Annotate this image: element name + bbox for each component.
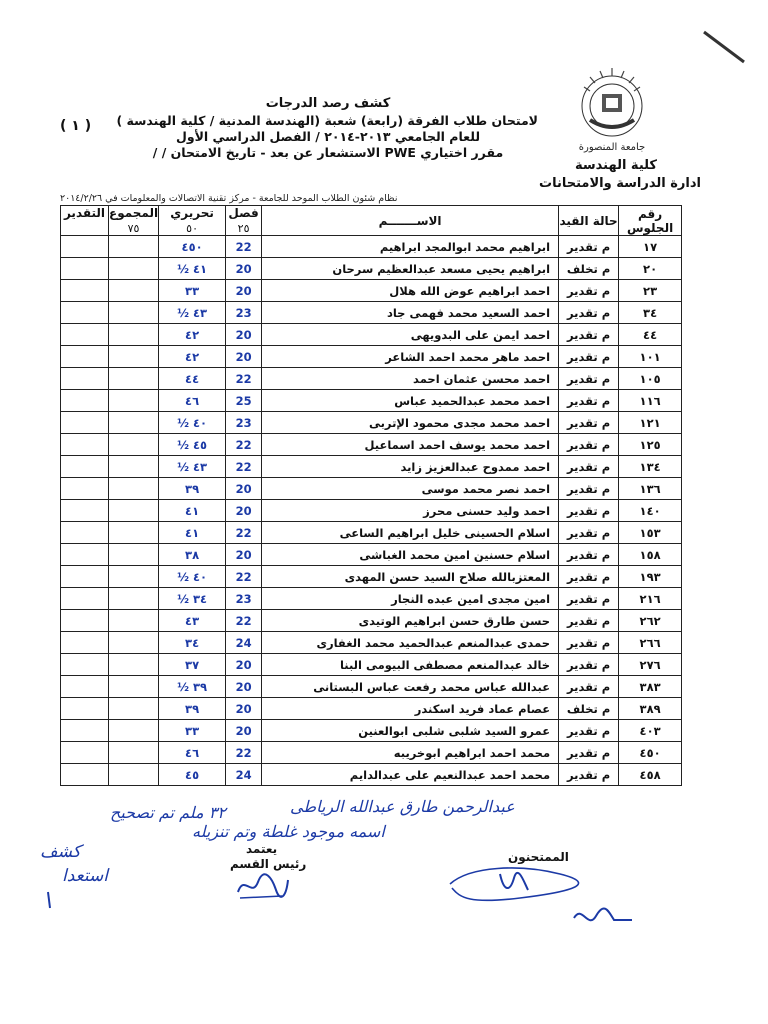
grade-cell [61,544,109,566]
seat-cell: ١٠٥ [619,368,682,390]
written-cell: ٤١ [159,522,226,544]
name-cell: ابراهيم محمد ابوالمجد ابراهيم [262,236,559,258]
class-work-cell: 20 [226,544,262,566]
status-cell: م تقدير [559,236,619,258]
class-work-cell: 23 [226,302,262,324]
seat-cell: ٣٨٣ [619,676,682,698]
document-title: كشف رصد الدرجات [265,96,391,111]
name-cell: احمد محمد مجدى محمود الإتربى [262,412,559,434]
col-name-header: الاســـــــم [262,206,559,236]
name-cell: حسن طارق حسن ابراهيم الوتيدى [262,610,559,632]
seat-cell: ١٥٣ [619,522,682,544]
seat-cell: ١٢٥ [619,434,682,456]
table-header-row [61,206,682,236]
name-cell: عصام عماد فريد اسكندر [262,698,559,720]
handwritten-note-name: عبدالرحمن طارق عبدالله الرياطى [290,797,515,816]
margin-mark [40,888,60,912]
class-work-cell: 20 [226,280,262,302]
total-cell [109,456,159,478]
name-cell: احمد محمد يوسف احمد اسماعيل [262,434,559,456]
grade-cell [61,654,109,676]
class-work-cell: 22 [226,742,262,764]
name-cell: اسلام الحسينى خليل ابراهيم الساعى [262,522,559,544]
handwritten-note-correction: ٣٢ ملم تم تصحيح [110,803,226,822]
examiners-label: الممتحنون [508,850,569,864]
name-cell: احمد وليد حسنى محرز [262,500,559,522]
table-row [61,236,682,258]
grade-cell [61,764,109,786]
written-cell: ٤٢ [159,346,226,368]
table-row [61,588,682,610]
grade-cell [61,478,109,500]
name-cell: خالد عبدالمنعم مصطفى البيومى البنا [262,654,559,676]
class-work-cell: 22 [226,368,262,390]
col-written-max: ٥٠ [186,222,198,235]
total-cell [109,522,159,544]
total-cell [109,720,159,742]
grade-cell [61,698,109,720]
approved-label: يعتمد [246,842,278,856]
written-cell: ٤١ [159,500,226,522]
class-work-cell: 20 [226,478,262,500]
class-work-cell: 20 [226,676,262,698]
status-cell: م تقدير [559,720,619,742]
total-cell [109,588,159,610]
total-cell [109,478,159,500]
table-row [61,346,682,368]
grade-cell [61,456,109,478]
written-cell: ٣٩ [159,698,226,720]
written-cell: ٤٦ [159,742,226,764]
name-cell: محمد احمد ابراهيم ابوخريبه [262,742,559,764]
total-cell [109,368,159,390]
table-row [61,610,682,632]
grade-cell [61,302,109,324]
class-work-cell: 22 [226,236,262,258]
status-cell: م تقدير [559,676,619,698]
page-number: ( ١ ) [60,118,92,134]
written-cell: ٤٠ ½ [159,412,226,434]
department-name: ادارة الدراسة والامتحانات [539,176,701,191]
seat-cell: ١٩٣ [619,566,682,588]
total-cell [109,654,159,676]
status-cell: م تقدير [559,632,619,654]
table-row [61,698,682,720]
total-cell [109,500,159,522]
table-row [61,544,682,566]
status-cell: م تقدير [559,434,619,456]
course-line: مقرر اختياري PWE الاستشعار عن بعد - تاريخ الامتحان / / [152,145,504,160]
seat-cell: ١٢١ [619,412,682,434]
col-status-header: حالة القيد [559,206,619,236]
class-work-cell: 22 [226,456,262,478]
status-cell: م تقدير [559,566,619,588]
written-cell: ٤١ ½ [159,258,226,280]
grade-cell [61,412,109,434]
seat-cell: ٤٤ [619,324,682,346]
grade-cell [61,368,109,390]
class-work-cell: 20 [226,698,262,720]
written-cell: ٤٦ [159,390,226,412]
table-row [61,324,682,346]
table-row [61,280,682,302]
col-grade-header: التقدير [61,206,109,236]
status-cell: م تقدير [559,764,619,786]
total-cell [109,390,159,412]
name-cell: احمد محمد عبدالحميد عباس [262,390,559,412]
class-work-cell: 20 [226,720,262,742]
status-cell: م تقدير [559,522,619,544]
table-row [61,632,682,654]
name-cell: حمدى عبدالمنعم عبدالحميد محمد الغفارى [262,632,559,654]
name-cell: احمد السعيد محمد فهمى جاد [262,302,559,324]
seat-cell: ١٣٦ [619,478,682,500]
grade-cell [61,676,109,698]
seat-cell: ٣٤ [619,302,682,324]
written-cell: ٤٣ ½ [159,456,226,478]
table-row [61,676,682,698]
status-cell: م تقدير [559,456,619,478]
table-row [61,434,682,456]
status-cell: م تقدير [559,742,619,764]
seat-cell: ٢٦٦ [619,632,682,654]
status-cell: م تخلف [559,698,619,720]
col-seat-header: رقم الجلوس [619,206,682,236]
table-row [61,412,682,434]
table-row [61,302,682,324]
written-cell: ٤٢ [159,324,226,346]
class-work-cell: 24 [226,632,262,654]
class-work-cell: 22 [226,522,262,544]
written-cell: ٣٨ [159,544,226,566]
written-cell: ٤٥ [159,764,226,786]
table-row [61,390,682,412]
written-cell: ٤٥ ½ [159,434,226,456]
total-cell [109,632,159,654]
grade-cell [61,632,109,654]
seat-cell: ١٤٠ [619,500,682,522]
name-cell: احمد ماهر محمد احمد الشاعر [262,346,559,368]
seat-cell: ١٣٤ [619,456,682,478]
seat-cell: ١١٦ [619,390,682,412]
table-row [61,368,682,390]
total-cell [109,676,159,698]
status-cell: م تقدير [559,390,619,412]
col-total-header: المجموع ٧٥ [109,206,159,235]
grade-cell [61,258,109,280]
name-cell: عمرو السيد شلبى شلبى ابوالعنين [262,720,559,742]
grade-cell [61,280,109,302]
written-cell: ٣٩ [159,478,226,500]
name-cell: احمد نصر محمد موسى [262,478,559,500]
table-row [61,566,682,588]
written-cell: ٣٩ ½ [159,676,226,698]
total-cell [109,302,159,324]
class-work-cell: 20 [226,258,262,280]
status-cell: م تقدير [559,280,619,302]
written-cell: ٣٧ [159,654,226,676]
total-cell [109,412,159,434]
status-cell: م تقدير [559,302,619,324]
academic-year-line: للعام الجامعي ٢٠١٣-٢٠١٤ / الفصل الدراسي الأول [175,129,481,144]
seat-cell: ٢١٦ [619,588,682,610]
seat-cell: ١٧ [619,236,682,258]
col-written-header: تحريري ٥٠ [159,206,226,236]
written-cell: ٤٤ [159,368,226,390]
name-cell: احمد ابراهيم عوض الله هلال [262,280,559,302]
class-work-cell: 20 [226,654,262,676]
total-cell [109,236,159,258]
total-cell [109,742,159,764]
status-cell: م تقدير [559,324,619,346]
head-signature [232,868,292,908]
written-cell: ٣٣ [159,720,226,742]
total-cell [109,434,159,456]
grade-cell [61,346,109,368]
university-logo [572,62,652,158]
name-cell: اسلام حسنين امين محمد الغباشى [262,544,559,566]
class-work-cell: 20 [226,500,262,522]
seat-cell: ١٠١ [619,346,682,368]
seat-cell: ٤٠٣ [619,720,682,742]
name-cell: المعتزبالله صلاح السيد حسن المهدى [262,566,559,588]
written-cell: ٤٣ [159,610,226,632]
class-work-cell: 22 [226,434,262,456]
col-class-max: ٢٥ [237,222,250,235]
table-row [61,456,682,478]
total-cell [109,764,159,786]
grades-table [60,205,682,786]
total-cell [109,346,159,368]
table-row [61,720,682,742]
total-cell [109,324,159,346]
total-cell [109,610,159,632]
name-cell: محمد احمد عبدالنعيم على عبدالدايم [262,764,559,786]
table-row [61,258,682,280]
seat-cell: ٢٧٦ [619,654,682,676]
seat-cell: ٢٠ [619,258,682,280]
seat-cell: ١٥٨ [619,544,682,566]
table-row [61,478,682,500]
class-work-cell: 20 [226,346,262,368]
written-cell: ٣٤ ½ [159,588,226,610]
table-row [61,500,682,522]
handwritten-note-extra: استعدا [62,866,108,886]
grade-cell [61,742,109,764]
col-class-header: فصل ٢٥ [226,206,262,236]
written-cell: ٤٥٠ [159,236,226,258]
class-work-cell: 25 [226,390,262,412]
total-cell [109,544,159,566]
class-work-cell: 22 [226,610,262,632]
class-work-cell: 23 [226,412,262,434]
grade-cell [61,390,109,412]
head-of-department-label: رئيس القسم [230,857,307,871]
status-cell: م تقدير [559,346,619,368]
name-cell: احمد ايمن على البدويهى [262,324,559,346]
status-cell: م تقدير [559,500,619,522]
pen-mark [700,28,750,68]
handwritten-note-detail: اسمه موجود غلطة وتم تنزيله [192,822,385,841]
grade-cell [61,720,109,742]
written-cell: ٣٣ [159,280,226,302]
status-cell: م تقدير [559,610,619,632]
handwritten-note-list: كشف [40,842,81,862]
total-cell [109,698,159,720]
grade-cell [61,500,109,522]
grade-cell [61,324,109,346]
status-cell: م تقدير [559,544,619,566]
name-cell: احمد ممدوح عبدالعزيز زايد [262,456,559,478]
class-work-cell: 22 [226,566,262,588]
seat-cell: ٣٨٩ [619,698,682,720]
grade-cell [61,610,109,632]
name-cell: احمد محسن عثمان احمد [262,368,559,390]
status-cell: م تخلف [559,258,619,280]
total-cell [109,566,159,588]
table-row [61,654,682,676]
logo-text: جامعة المنصورة [578,142,646,153]
class-work-cell: 20 [226,324,262,346]
examiner-signature-2 [568,900,638,934]
grade-cell [61,522,109,544]
grade-cell [61,566,109,588]
status-cell: م تقدير [559,654,619,676]
name-cell: عبدالله عباس محمد رفعت عباس البستانى [262,676,559,698]
name-cell: امين مجدى امين عبده النجار [262,588,559,610]
seat-cell: ٢٣ [619,280,682,302]
written-cell: ٣٤ [159,632,226,654]
seat-cell: ٤٥٠ [619,742,682,764]
class-work-cell: 23 [226,588,262,610]
status-cell: م تقدير [559,412,619,434]
class-work-cell: 24 [226,764,262,786]
written-cell: ٤٣ ½ [159,302,226,324]
faculty-name: كلية الهندسة [575,158,657,173]
col-total-max: ٧٥ [127,222,140,235]
system-note: نظام شئون الطلاب الموحد للجامعة - مركز تقنية الاتصالات والمعلومات في ٢٠١٤/٢/٢٦ [60,193,398,204]
grade-cell [61,588,109,610]
table-row [61,764,682,786]
written-cell: ٤٠ ½ [159,566,226,588]
exam-line: لامتحان طلاب الفرقة (رابعة) شعبة (الهندسة المدنية / كلية الهندسة ) [116,113,538,128]
status-cell: م تقدير [559,478,619,500]
examiner-signature-1 [440,862,580,906]
total-cell [109,258,159,280]
seat-cell: ٤٥٨ [619,764,682,786]
status-cell: م تقدير [559,588,619,610]
table-row [61,742,682,764]
grade-cell [61,236,109,258]
table-row [61,522,682,544]
grade-cell [61,434,109,456]
name-cell: ابراهيم يحيى مسعد عبدالعظيم سرحان [262,258,559,280]
status-cell: م تقدير [559,368,619,390]
seat-cell: ٢٦٢ [619,610,682,632]
total-cell [109,280,159,302]
